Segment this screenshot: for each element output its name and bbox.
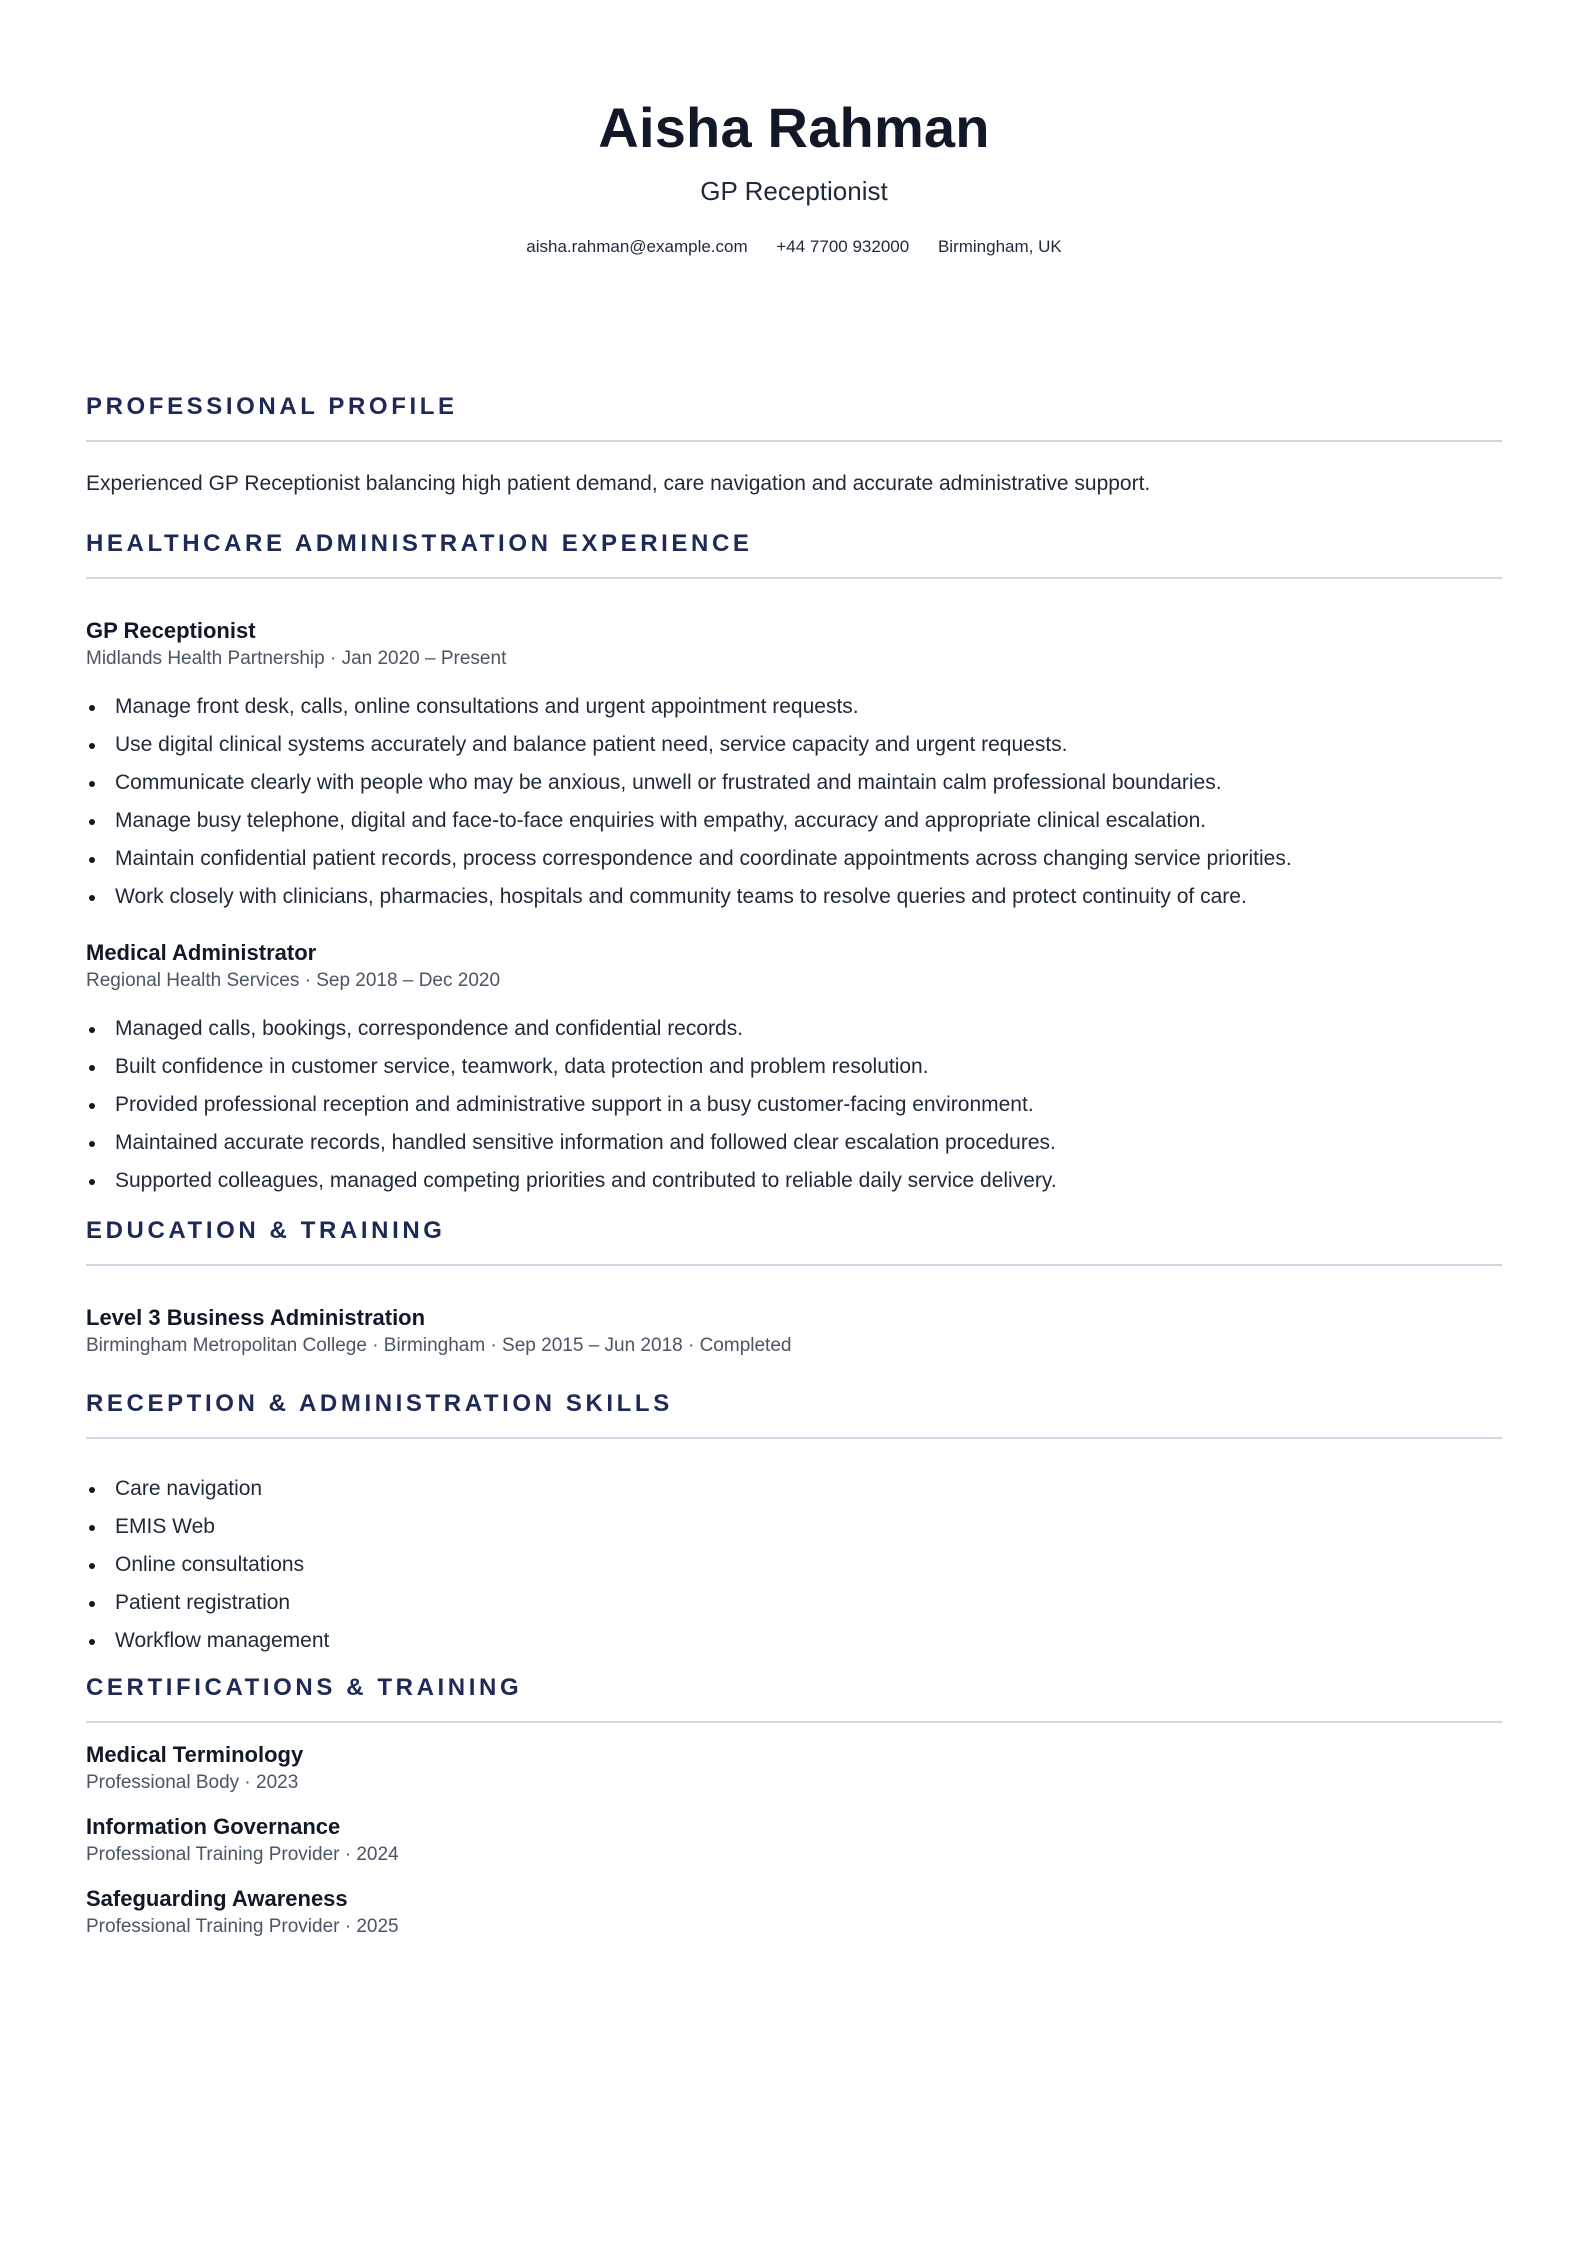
skills-list	[86, 1475, 1502, 1655]
job-bullets	[86, 693, 1502, 911]
education-title: Level 3 Business Administration	[86, 1305, 426, 1330]
section-heading-skills: RECEPTION & ADMINISTRATION SKILLS	[86, 1390, 673, 1417]
section-divider	[86, 1721, 1502, 1723]
cert-title: Safeguarding Awareness	[86, 1886, 348, 1911]
certifications-section	[86, 1673, 1502, 1939]
education-section	[86, 1216, 1502, 1358]
bullet-item: Manage busy telephone, digital and face-to-face enquiries with empathy, accuracy and appropriate clinical escalation.	[86, 807, 1502, 835]
job-bullets	[86, 1015, 1502, 1195]
section-divider	[86, 1264, 1502, 1266]
bullet-item: Built confidence in customer service, teamwork, data protection and problem resolution.	[86, 1053, 1502, 1081]
section-divider	[86, 577, 1502, 579]
cert-title: Information Governance	[86, 1814, 341, 1839]
skill-item: Patient registration	[86, 1589, 1502, 1617]
job-meta: Regional Health Services · Sep 2018 – Dec 2020	[86, 970, 501, 991]
cert-entry	[86, 1741, 1502, 1795]
experience-section	[86, 529, 1502, 1195]
bullet-item: Managed calls, bookings, correspondence and confidential records.	[86, 1015, 1502, 1043]
section-divider	[86, 440, 1502, 442]
job-entry	[86, 617, 1502, 911]
contact-line	[86, 236, 1502, 258]
skill-item: Care navigation	[86, 1475, 1502, 1503]
education-entry	[86, 1304, 1502, 1358]
job-title: GP Receptionist	[86, 618, 256, 643]
profile-summary: Experienced GP Receptionist balancing high patient demand, care navigation and accurate administrative support.	[86, 472, 1151, 495]
skill-item: EMIS Web	[86, 1513, 1502, 1541]
skill-item: Workflow management	[86, 1627, 1502, 1655]
section-heading-certifications: CERTIFICATIONS & TRAINING	[86, 1674, 523, 1701]
bullet-item: Maintained accurate records, handled sensitive information and followed clear escalation procedures.	[86, 1129, 1502, 1157]
section-heading-education: EDUCATION & TRAINING	[86, 1217, 446, 1244]
cert-meta: Professional Training Provider · 2024	[86, 1844, 399, 1865]
contact-location: Birmingham, UK	[937, 237, 1062, 256]
contact-email: aisha.rahman@example.com	[526, 237, 748, 256]
job-meta: Midlands Health Partnership · Jan 2020 – Present	[86, 648, 507, 669]
contact-phone: +44 7700 932000	[776, 237, 910, 256]
bullet-item: Work closely with clinicians, pharmacies, hospitals and community teams to resolve queries and protect continuity of care.	[86, 883, 1502, 911]
bullet-item: Communicate clearly with people who may be anxious, unwell or frustrated and maintain calm professional boundaries.	[86, 769, 1502, 797]
bullet-item: Maintain confidential patient records, process correspondence and coordinate appointments across changing service priorities.	[86, 845, 1502, 873]
bullet-item: Provided professional reception and administrative support in a busy customer-facing environment.	[86, 1091, 1502, 1119]
section-heading-profile: PROFESSIONAL PROFILE	[86, 393, 458, 420]
candidate-role: GP Receptionist	[700, 176, 888, 206]
cert-entry	[86, 1885, 1502, 1939]
job-title: Medical Administrator	[86, 940, 317, 965]
profile-section	[86, 392, 1502, 498]
bullet-item: Manage front desk, calls, online consultations and urgent appointment requests.	[86, 693, 1502, 721]
candidate-name: Aisha Rahman	[598, 96, 990, 159]
education-meta: Birmingham Metropolitan College · Birmingham · Sep 2015 – Jun 2018 · Completed	[86, 1335, 792, 1356]
bullet-item: Use digital clinical systems accurately and balance patient need, service capacity and urgent requests.	[86, 731, 1502, 759]
cert-title: Medical Terminology	[86, 1742, 304, 1767]
skills-section	[86, 1389, 1502, 1655]
bullet-item: Supported colleagues, managed competing priorities and contributed to reliable daily service delivery.	[86, 1167, 1502, 1195]
job-entry	[86, 939, 1502, 1195]
resume-header	[86, 0, 1502, 258]
skill-item: Online consultations	[86, 1551, 1502, 1579]
cert-meta: Professional Body · 2023	[86, 1772, 299, 1793]
section-divider	[86, 1437, 1502, 1439]
section-heading-experience: HEALTHCARE ADMINISTRATION EXPERIENCE	[86, 530, 753, 557]
cert-entry	[86, 1813, 1502, 1867]
cert-meta: Professional Training Provider · 2025	[86, 1916, 399, 1937]
